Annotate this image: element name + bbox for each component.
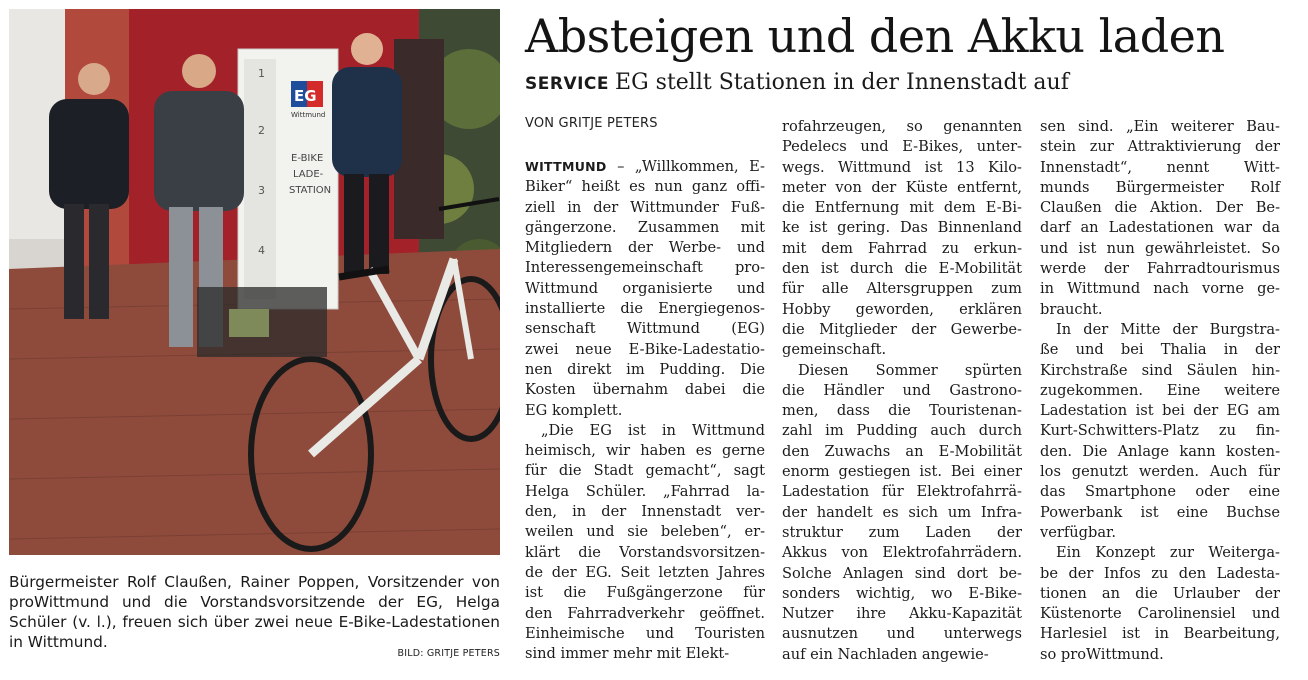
text-line: Biker“ heißt es nun ganz offi- <box>525 178 765 196</box>
article-paragraph <box>525 157 765 421</box>
text-line: die Händler und Gastrono- <box>782 381 1022 399</box>
text-line: wegs. Wittmund ist 13 Kilo- <box>782 158 1022 176</box>
text-line: sonders wichtig, wo E-Bike- <box>782 584 1022 602</box>
text-line: Harlesiel ist in Bearbeitung, <box>1040 625 1280 643</box>
article-subhead <box>525 66 1305 101</box>
text-line: in Wittmund nach vorne ge- <box>1040 280 1280 298</box>
station-label-line-2: LADE- <box>293 169 324 180</box>
text-line: installierte die Energiegenos- <box>525 300 765 318</box>
text-line: den. Die Anlage kann kosten- <box>1040 442 1280 460</box>
text-line: Küstenorte Carolinensiel und <box>1040 605 1280 623</box>
text-line: Claußen die Aktion. Der Be- <box>1040 199 1280 217</box>
text-line: den, in der Innenstadt ver- <box>525 503 765 521</box>
dateline: WITTMUND <box>525 159 607 174</box>
photo-credit: BILD: GRITJE PETERS <box>397 648 500 659</box>
article-photo <box>9 9 500 555</box>
text-line: Powerbank ist eine Buchse <box>1040 503 1280 521</box>
text-line: weilen und sie beleben“, er- <box>525 523 765 541</box>
text-line: auf ein Nachladen angewie- <box>782 645 989 663</box>
text-line: ausnutzen und unterwegs <box>782 625 1022 643</box>
text-line: men, dass die Touristenan- <box>782 402 1022 420</box>
slot-number-1: 1 <box>258 67 265 80</box>
text-line: gemeinschaft. <box>782 341 887 359</box>
text-line: ziell in der Wittmunder Fuß- <box>525 198 765 216</box>
text-line: zwei neue E-Bike-Ladestatio- <box>525 340 765 358</box>
text-line: das Smartphone oder eine <box>1040 483 1280 501</box>
text-line: braucht. <box>1040 300 1103 318</box>
article-paragraph <box>782 117 1022 361</box>
text-line: Akkus von Elektrofahrrädern. <box>782 544 1022 562</box>
article-paragraph <box>1040 320 1280 543</box>
station-label-line-3: STATION <box>289 185 332 196</box>
e-bike-charging-station-photo <box>9 9 500 555</box>
text-line: Nutzer ihre Akku-Kapazität <box>782 605 1022 623</box>
text-line: Pedelecs und E-Bikes, unter- <box>782 138 1022 156</box>
slot-number-4: 4 <box>258 244 265 257</box>
text-line: Ladestation ist bei der EG am <box>1040 402 1280 420</box>
article-headline: Absteigen und den Akku laden <box>525 9 1225 63</box>
text-line: EG komplett. <box>525 401 623 419</box>
article-paragraph <box>1040 117 1280 320</box>
text-line: meter von der Küste entfernt, <box>782 178 1022 196</box>
eg-logo: EG <box>294 87 317 105</box>
text-line: und ist nun gewährleistet. So <box>1040 239 1280 257</box>
text-line: der handelt es sich um Infra- <box>782 503 1022 521</box>
text-line: ke ist gering. Das Binnenland <box>782 219 1022 237</box>
text-line: für alle Altersgruppen zum <box>782 280 1022 298</box>
text-line: Kosten übernahm dabei die <box>525 381 765 399</box>
text-line: gängerzone. Zusammen mit <box>525 218 765 236</box>
text-line: heimisch, wir haben es gerne <box>525 442 765 460</box>
text-line: den Fahrradverkehr geöffnet. <box>525 604 765 622</box>
text-line: Mitgliedern der Werbe- und <box>525 239 765 257</box>
text-line: WITTMUND – „Willkommen, E- <box>525 158 765 175</box>
slot-number-3: 3 <box>258 184 265 197</box>
text-line: be der Infos zu den Ladesta- <box>1040 564 1280 582</box>
kicker-label: SERVICE <box>525 74 610 94</box>
text-line: Helga Schüler. „Fahrrad la- <box>525 482 765 500</box>
text-line: für die Stadt gemacht“, sagt <box>525 462 765 480</box>
article-paragraph <box>525 421 765 665</box>
text-line: sen sind. „Ein weiterer Bau- <box>1040 118 1280 135</box>
text-line: In der Mitte der Burgstra- <box>1056 320 1280 338</box>
text-line: verfügbar. <box>1040 523 1117 541</box>
text-line: Innenstadt“, nennt Witt- <box>1040 158 1280 176</box>
text-line: ße und bei Thalia in der <box>1040 341 1280 359</box>
article-column-3 <box>1040 117 1280 665</box>
text-line: werde der Fahrradtourismus <box>1040 260 1280 278</box>
eg-logo-sub: Wittmund <box>291 111 326 119</box>
photo-caption: Bürgermeister Rolf Claußen, Rainer Poppen, Vorsitzender von proWittmund und die Vorstandsvorsitzende der EG, Helga Schüler (v. l.), freuen sich über zwei neue E-Bike-Ladestationen in Wittmund. <box>9 573 500 651</box>
text-line: klärt die Vorstandsvorsitzen- <box>525 543 765 561</box>
text-line: den Zuwachs an E-Mobilität <box>782 442 1022 460</box>
text-line: struktur zum Laden der <box>782 523 1022 541</box>
text-line: „Die EG ist in Wittmund <box>541 421 765 439</box>
text-line: los genutzt werden. Auch für <box>1040 463 1280 481</box>
subhead-text: EG stellt Stationen in der Innenstadt auf <box>615 70 1069 95</box>
article-column-1 <box>525 157 765 664</box>
text-line: stein zur Attraktivierung der <box>1040 138 1280 156</box>
text-line: so proWittmund. <box>1040 645 1164 663</box>
text-line: Ladestation für Elektrofahrrä- <box>782 483 1022 501</box>
text-line: de der EG. Seit letzten Jahres <box>525 563 765 581</box>
text-line: enorm gestiegen ist. Bei einer <box>782 463 1022 481</box>
text-line: ist die Fußgängerzone für <box>525 584 765 602</box>
article-column-2 <box>782 117 1022 665</box>
text-line: Ein Konzept zur Weiterga- <box>1056 544 1280 562</box>
article-paragraph <box>1040 543 1280 665</box>
text-line: Wittmund organisierte und <box>525 279 765 297</box>
text-line: Interessengemeinschaft pro- <box>525 259 765 277</box>
text-line: senschaft Wittmund (EG) <box>525 320 765 338</box>
text-line: mit dem Fahrrad zu erkun- <box>782 239 1022 257</box>
text-line: die Entfernung mit dem E-Bi- <box>782 199 1022 217</box>
byline: VON GRITJE PETERS <box>525 116 658 131</box>
text-line: rofahrzeugen, so genannten <box>782 118 1022 135</box>
station-label-line-1: E-BIKE <box>291 153 324 164</box>
text-line: die Mitglieder der Gewerbe- <box>782 320 1022 338</box>
text-line: den ist durch die E-Mobilität <box>782 260 1022 278</box>
text-line: Einheimische und Touristen <box>525 624 765 642</box>
text-line: nen direkt im Pudding. Die <box>525 360 765 378</box>
slot-number-2: 2 <box>258 124 265 137</box>
text-line: Diesen Sommer spürten <box>798 361 1022 379</box>
text-line: zugekommen. Eine weitere <box>1040 381 1280 399</box>
article-paragraph <box>782 361 1022 665</box>
text-line: munds Bürgermeister Rolf <box>1040 178 1280 196</box>
text-line: zahl im Pudding auch durch <box>782 422 1022 440</box>
text-line: darf an Ladestationen war da <box>1040 219 1280 237</box>
text-line: Kirchstraße sind Säulen hin- <box>1040 361 1280 379</box>
text-line: Hobby geworden, erklären <box>782 300 1022 318</box>
text-line: sind immer mehr mit Elekt- <box>525 645 730 663</box>
text-line: Kurt-Schwitters-Platz zu fin- <box>1040 422 1280 440</box>
text-line: Solche Anlagen sind dort be- <box>782 564 1022 582</box>
text-line: tionen an die Urlauber der <box>1040 584 1280 602</box>
